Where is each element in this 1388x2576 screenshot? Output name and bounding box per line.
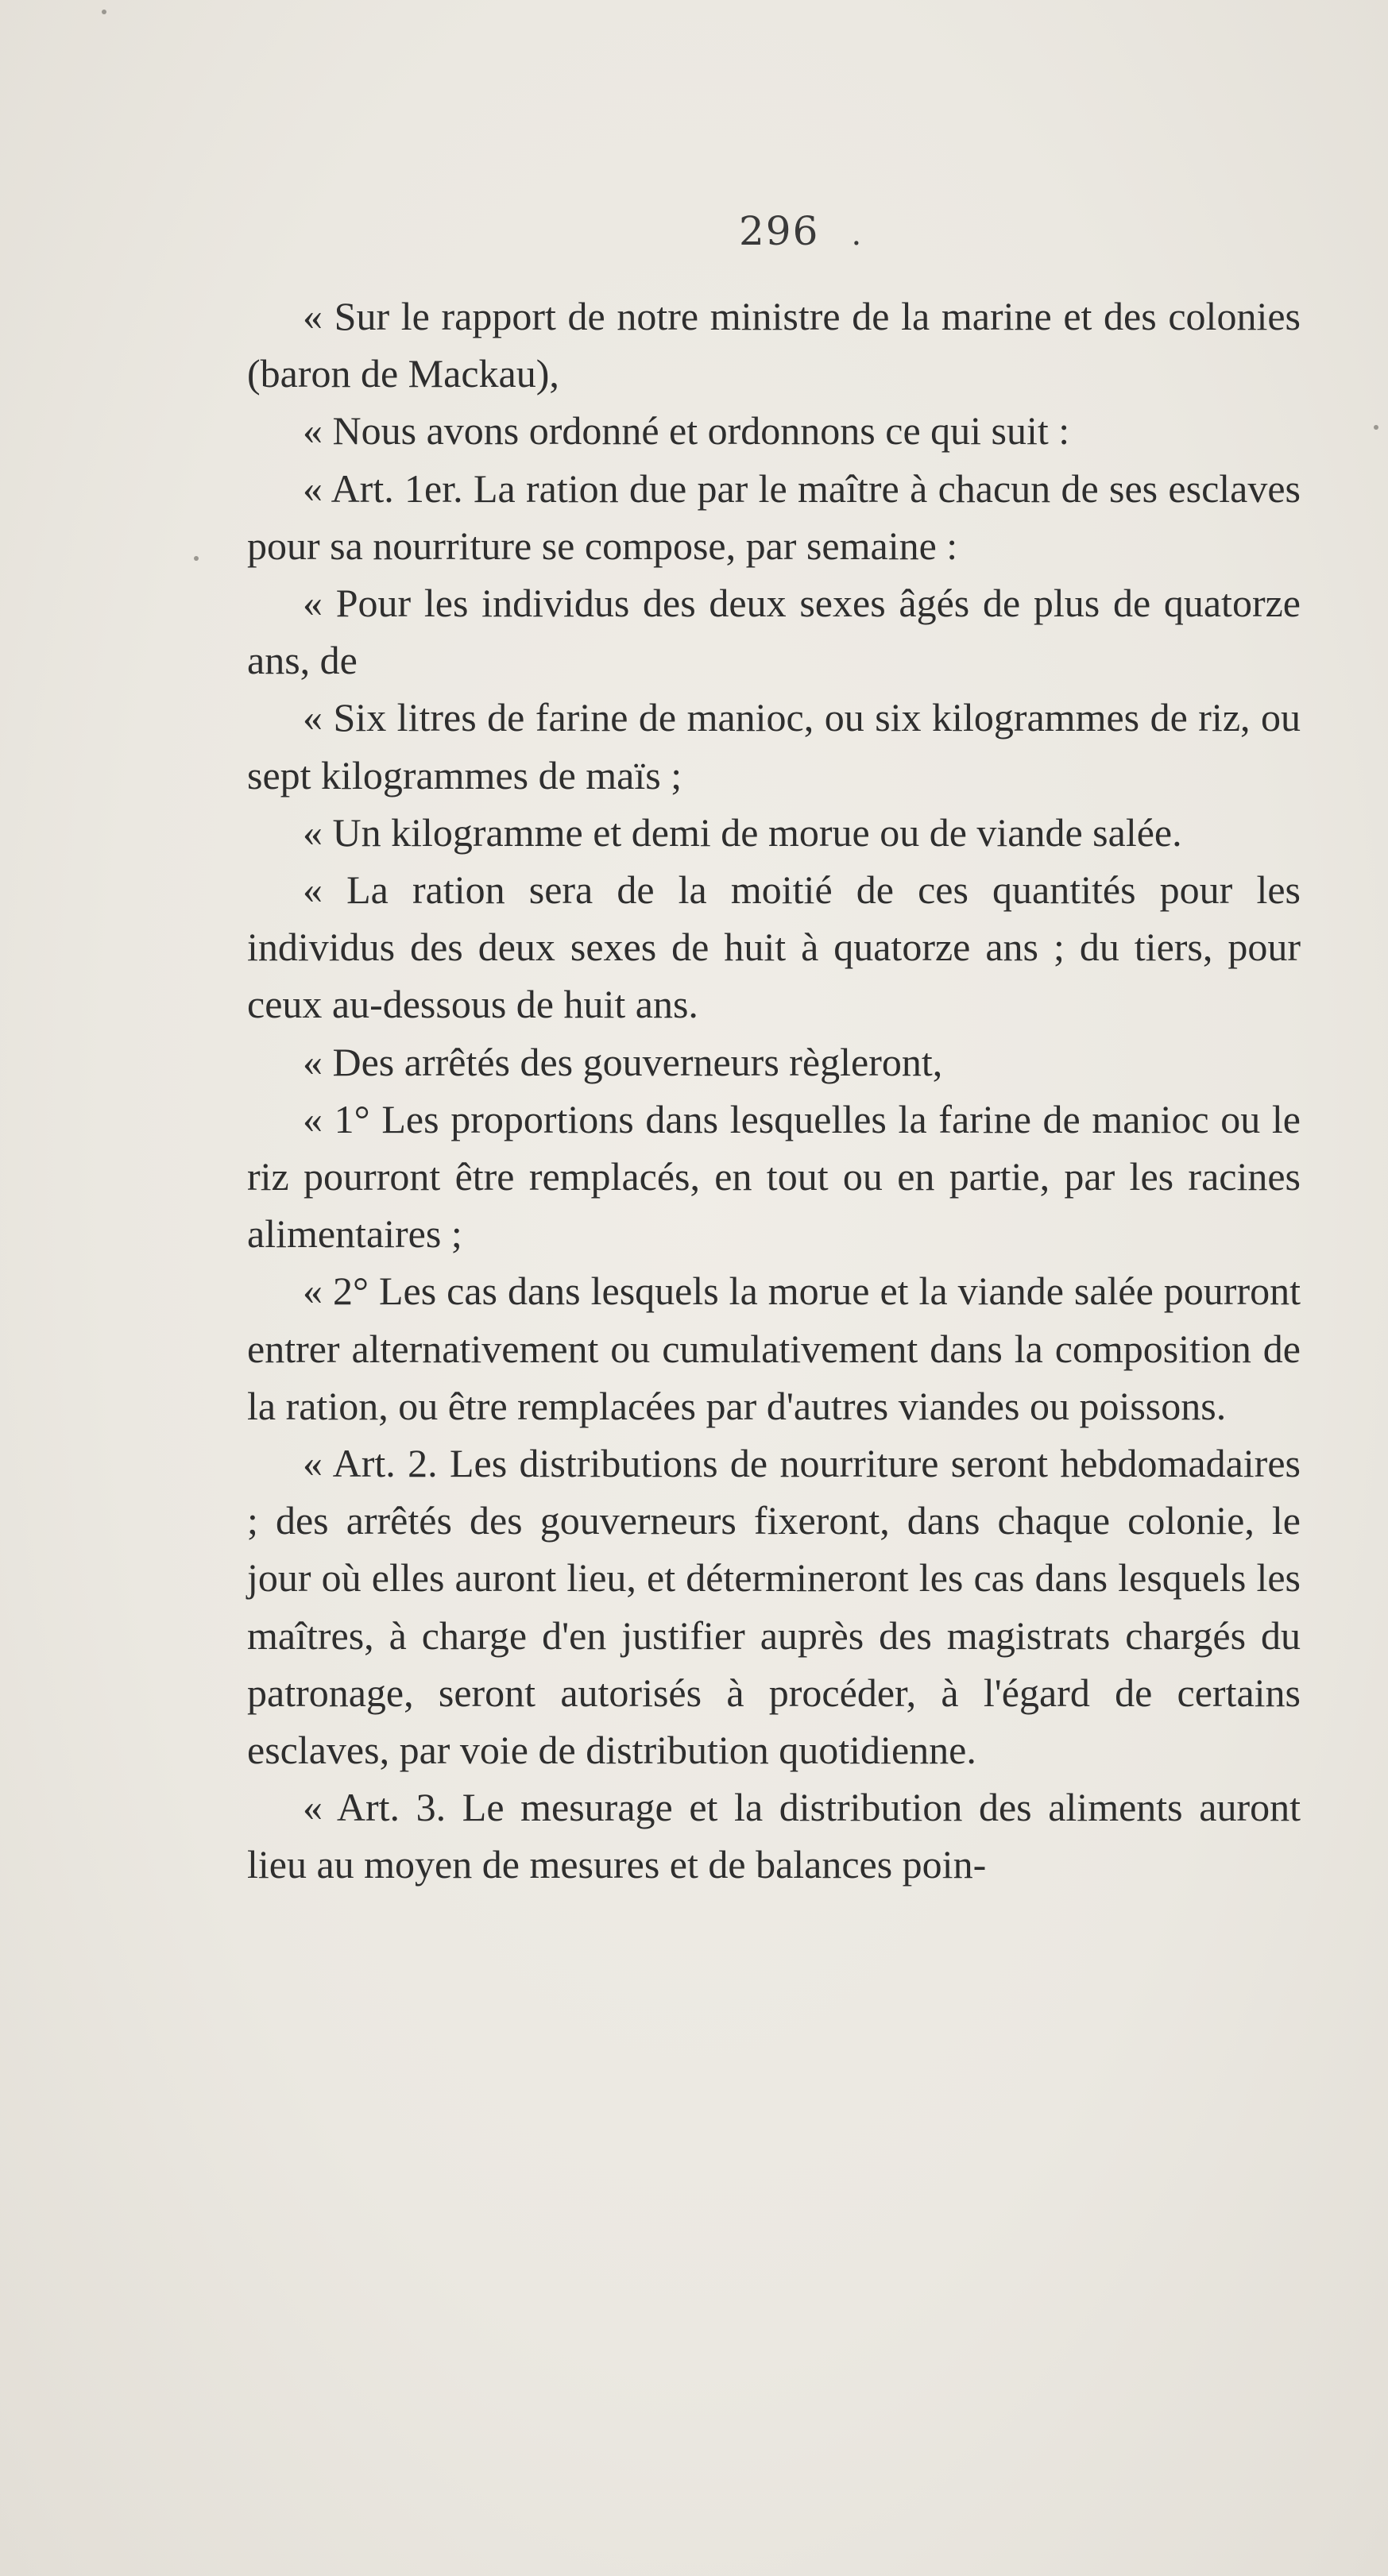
paragraph-governor-orders: « Des arrêtés des gouverneurs règleront,	[303, 1039, 943, 1084]
paragraph-over-fourteen: « Pour les individus des deux sexes âgés de plus de quatorze ans, de	[247, 581, 1301, 683]
paragraph-art-1: « Art. 1er. La ration due par le maître à chacun de ses esclaves pour sa nourriture se compose, par semaine :	[247, 465, 1301, 568]
paragraph-substitutions: « 2° Les cas dans lesquels la morue et la viande salée pourront entrer alternativement ou cumulativement dans la composition de la ration, ou être remplacées par d'autres viandes ou poissons.	[247, 1269, 1301, 1428]
paragraph-cod-meat: « Un kilogramme et demi de morue ou de viande salée.	[303, 809, 1182, 855]
paragraph-flour-rice: « Six litres de farine de manioc, ou six kilogrammes de riz, ou sept kilogrammes de maïs ;	[247, 695, 1301, 798]
page-number	[739, 208, 863, 254]
paragraph-proportions: « 1° Les proportions dans lesquelles la farine de manioc ou le riz pourront être remplacés, en tout ou en partie, par les racines alimentaires ;	[247, 1096, 1301, 1257]
paper-speck	[102, 10, 106, 14]
page-number-value: 296	[739, 208, 820, 254]
paragraph-art-2: « Art. 2. Les distributions de nourriture seront hebdomadaires ; des arrêtés des gouverneurs fixeront, dans chaque colonie, le jour où elles auront lieu, et détermineront les cas dans lesquels les maîtres, à charge d'en justifier auprès des magistrats chargés du patronage, seront autorisés à procéder, à l'égard de certains esclaves, par voie de distribution quotidienne.	[247, 1441, 1301, 1773]
body-text	[247, 288, 1301, 1894]
paragraph-order: « Nous avons ordonné et ordonnons ce qui suit :	[303, 408, 1070, 454]
page-number-mark: .	[851, 216, 864, 253]
paper-speck	[194, 556, 199, 561]
paragraph-half-ration: « La ration sera de la moitié de ces quantités pour les individus des deux sexes de huit à quatorze ans ; du tiers, pour ceux au-dessous de huit ans.	[247, 867, 1301, 1027]
paper-speck	[1374, 425, 1378, 430]
paragraph-art-3: « Art. 3. Le mesurage et la distribution des aliments auront lieu au moyen de mesures et de balances poin-	[247, 1785, 1301, 1887]
paragraph-preamble: « Sur le rapport de notre ministre de la marine et des colonies (baron de Mackau),	[247, 294, 1301, 396]
